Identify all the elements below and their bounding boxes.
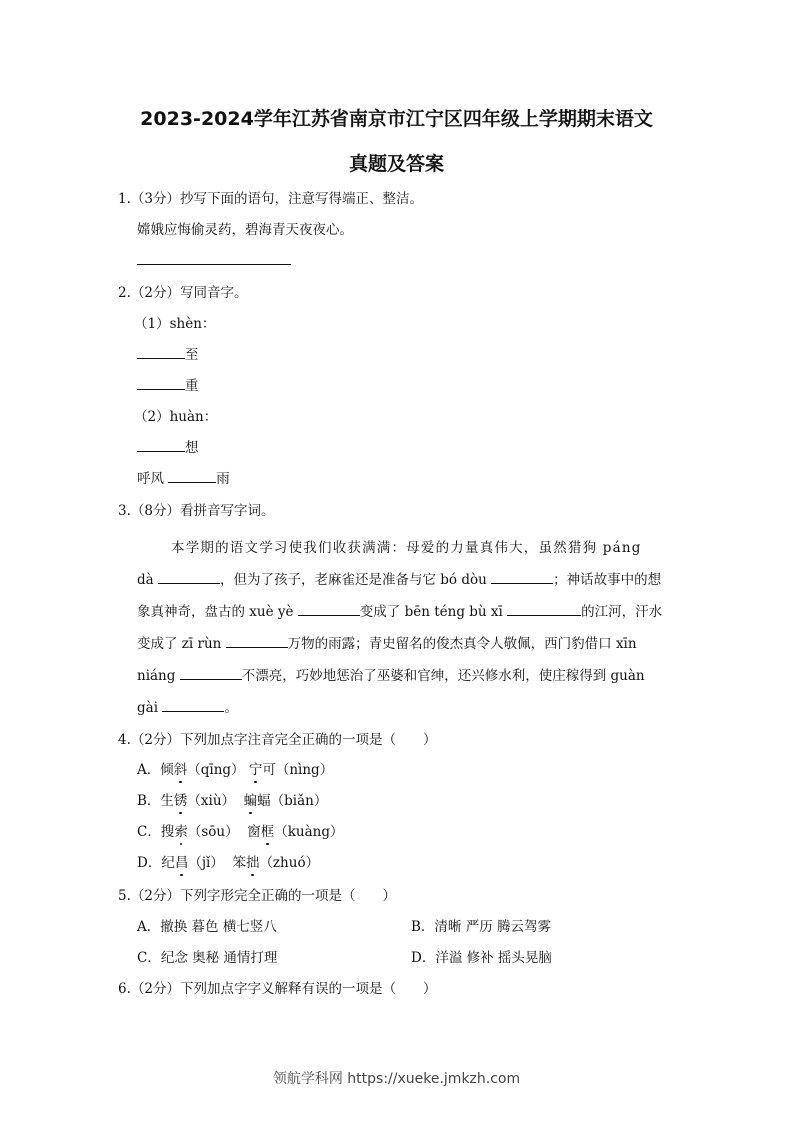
question-2-stem: 2.（2分）写同音字。 bbox=[118, 285, 248, 301]
page-title-line2: 真题及答案 bbox=[348, 153, 444, 175]
question-5-option-d[interactable]: D．洋溢 修补 摇头晃脑 bbox=[411, 950, 552, 966]
question-6-stem: 6.（2分）下列加点字字义解释有误的一项是（ ） bbox=[118, 981, 437, 997]
answer-blank[interactable] bbox=[298, 601, 360, 616]
question-3-passage-line1: 本学期的语文学习使我们收获满满：母爱的力量真伟大，虽然猎狗 páng bbox=[171, 540, 642, 556]
answer-blank[interactable] bbox=[137, 437, 185, 452]
question-3-passage-line4: 变成了 zī rùn 万物的雨露；青史留名的俊杰真令人敬佩，西门豹借口 xīn bbox=[137, 632, 637, 652]
page-footer: 领航学科网 https://xueke.jmkzh.com bbox=[272, 1071, 521, 1087]
question-2-part1: （1）shèn： bbox=[134, 316, 216, 332]
answer-blank[interactable] bbox=[507, 601, 581, 616]
question-3-passage-line6: gài 。 bbox=[137, 696, 238, 716]
question-3-passage-line3: 象真神奇，盘古的 xuè yè 变成了 bēn téng bù xī 的江河，汗水 bbox=[137, 600, 662, 620]
question-1-text: 嫦娥应悔偷灵药，碧海青天夜夜心。 bbox=[137, 222, 353, 238]
answer-blank[interactable] bbox=[137, 344, 185, 359]
question-4-option-a[interactable]: A．倾斜（qīng） 宁可（nìng） bbox=[137, 758, 333, 778]
question-1-stem: 1.（3分）抄写下面的语句，注意写得端正、整洁。 bbox=[118, 191, 423, 207]
question-5-option-a[interactable]: A．撤换 暮色 横七竖八 bbox=[137, 919, 277, 935]
question-3-stem: 3.（8分）看拼音写字词。 bbox=[118, 503, 275, 519]
answer-blank[interactable] bbox=[137, 375, 185, 390]
answer-blank[interactable] bbox=[180, 665, 242, 680]
question-2-item3: 想 bbox=[137, 436, 199, 456]
question-5-option-b[interactable]: B．清晰 严历 腾云驾雾 bbox=[411, 919, 552, 935]
question-3-passage-line5: niáng 不漂亮，巧妙地惩治了巫婆和官绅，还兴修水利，使庄稼得到 guàn bbox=[137, 664, 645, 684]
answer-blank[interactable] bbox=[158, 569, 220, 584]
question-4-option-b[interactable]: B．生锈（xiù） 蝙蝠（biǎn） bbox=[137, 789, 327, 809]
question-4-option-c[interactable]: C．搜索（sōu） 窗框（kuàng） bbox=[137, 820, 343, 840]
question-5-stem: 5.（2分）下列字形完全正确的一项是（ ） bbox=[118, 888, 396, 904]
question-2-part2: （2）huàn： bbox=[134, 409, 218, 425]
question-4-stem: 4.（2分）下列加点字注音完全正确的一项是（ ） bbox=[118, 732, 437, 748]
question-3-passage-line2: dà ，但为了孩子，老麻雀还是准备与它 bó dòu ；神话故事中的想 bbox=[137, 568, 661, 588]
question-2-item4: 呼风 雨 bbox=[137, 467, 230, 487]
question-4-option-d[interactable]: D．纪昌（jǐ） 笨拙（zhuó） bbox=[137, 851, 319, 871]
question-1-answer-line bbox=[137, 250, 291, 269]
answer-blank[interactable] bbox=[162, 697, 224, 712]
question-2-item2: 重 bbox=[137, 374, 199, 394]
question-5-option-c[interactable]: C．纪念 奥秘 通情打理 bbox=[137, 950, 278, 966]
page-title: 2023-2024学年江苏省南京市江宁区四年级上学期期末语文 bbox=[140, 108, 653, 130]
question-2-item1: 至 bbox=[137, 343, 199, 363]
answer-blank[interactable] bbox=[226, 633, 288, 648]
answer-blank[interactable] bbox=[168, 468, 216, 483]
answer-blank[interactable] bbox=[491, 569, 553, 584]
